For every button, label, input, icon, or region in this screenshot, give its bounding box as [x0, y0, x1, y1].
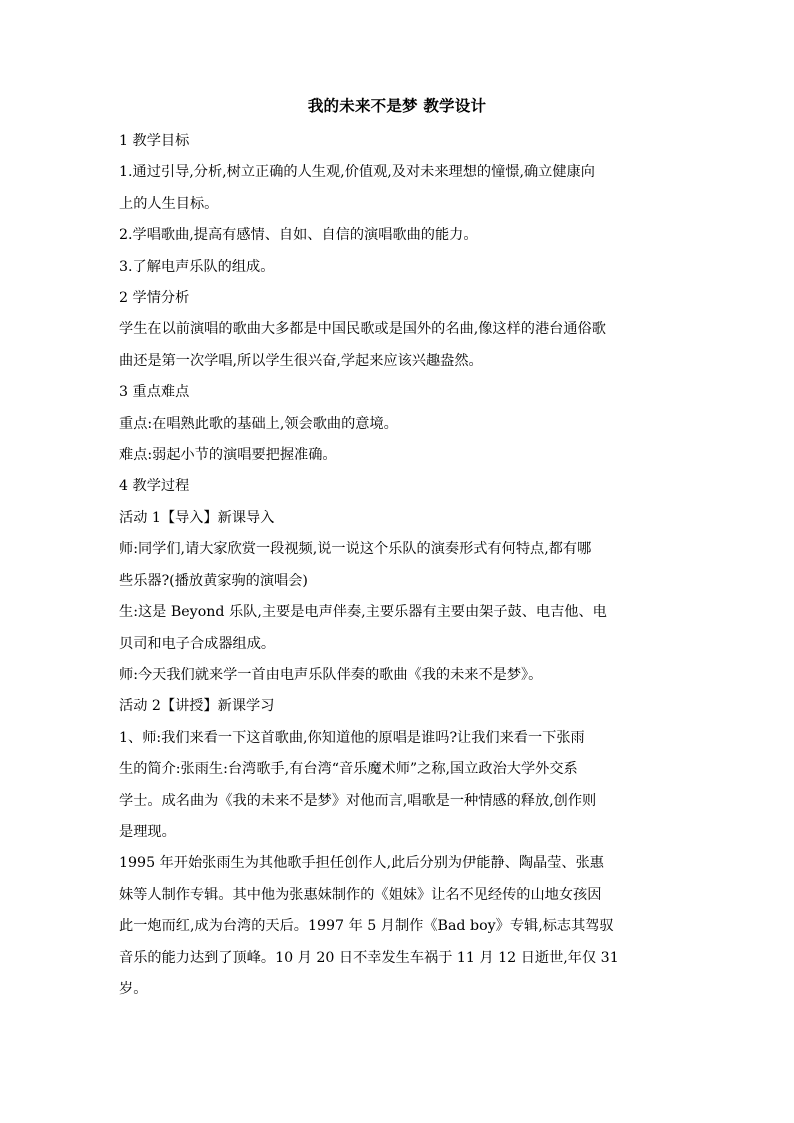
- text-line: 3.了解电声乐队的组成。: [119, 258, 275, 275]
- text-line: 1、师:我们来看一下这首歌曲,你知道他的原唱是谁吗?让我们来看一下张雨: [119, 729, 585, 746]
- document-title: 我的未来不是梦 教学设计: [307, 96, 487, 115]
- text-line: 生的简介:张雨生:台湾歌手,有台湾“音乐魔术师”之称,国立政治大学外交系: [119, 761, 578, 778]
- text-line: 1995 年开始张雨生为其他歌手担任创作人,此后分别为伊能静、陶晶莹、张惠: [119, 855, 604, 872]
- document-lines: [119, 126, 675, 1005]
- document-body: [119, 96, 675, 1005]
- text-line: 是理现。: [119, 823, 176, 840]
- text-line: 2.学唱歌曲,提高有感情、自如、自信的演唱歌曲的能力。: [119, 227, 478, 244]
- text-line: 学士。成名曲为《我的未来不是梦》对他而言,唱歌是一种情感的释放,创作则: [119, 792, 597, 809]
- section-heading: 1 教学目标: [119, 133, 190, 149]
- text-line: 此一炮而红,成为台湾的天后。1997 年 5 月制作《Bad boy》专辑,标志其驾驭: [119, 918, 614, 935]
- text-line: 贝司和电子合成器组成。: [119, 635, 276, 652]
- text-line: 生:这是 Beyond 乐队,主要是电声伴奏,主要乐器有主要由架子鼓、电吉他、电: [119, 604, 607, 621]
- text-line: 曲还是第一次学唱,所以学生很兴奋,学起来应该兴趣盎然。: [119, 352, 483, 369]
- text-line: 活动 1【导入】新课导入: [119, 509, 275, 526]
- section-heading: 3 重点难点: [119, 384, 190, 401]
- section-heading: 2 学情分析: [119, 290, 190, 307]
- text-line: 岁。: [119, 980, 148, 997]
- text-line: 音乐的能力达到了顶峰。10 月 20 日不幸发生车祸于 11 月 12 日逝世,年仅 31: [119, 949, 619, 966]
- section-heading: 4 教学过程: [119, 478, 190, 495]
- text-line: 1.通过引导,分析,树立正确的人生观,价值观,及对未来理想的憧憬,确立健康向: [119, 164, 595, 181]
- text-line: 活动 2【讲授】新课学习: [119, 698, 275, 715]
- text-line: 师:今天我们就来学一首由电声乐队伴奏的歌曲《我的未来不是梦》。: [119, 666, 543, 683]
- text-line: 些乐器?(播放黄家驹的演唱会): [119, 572, 308, 589]
- text-line: 学生在以前演唱的歌曲大多都是中国民歌或是国外的名曲,像这样的港台通俗歌: [119, 321, 606, 338]
- text-line: 重点:在唱熟此歌的基础上,领会歌曲的意境。: [119, 415, 398, 432]
- text-line: 难点:弱起小节的演唱要把握准确。: [119, 447, 337, 464]
- text-line: 上的人生目标。: [119, 195, 219, 212]
- text-line: 师:同学们,请大家欣赏一段视频,说一说这个乐队的演奏形式有何特点,都有哪: [119, 541, 592, 558]
- text-line: 妹等人制作专辑。其中他为张惠妹制作的《姐妹》让名不见经传的山地女孩因: [119, 886, 602, 903]
